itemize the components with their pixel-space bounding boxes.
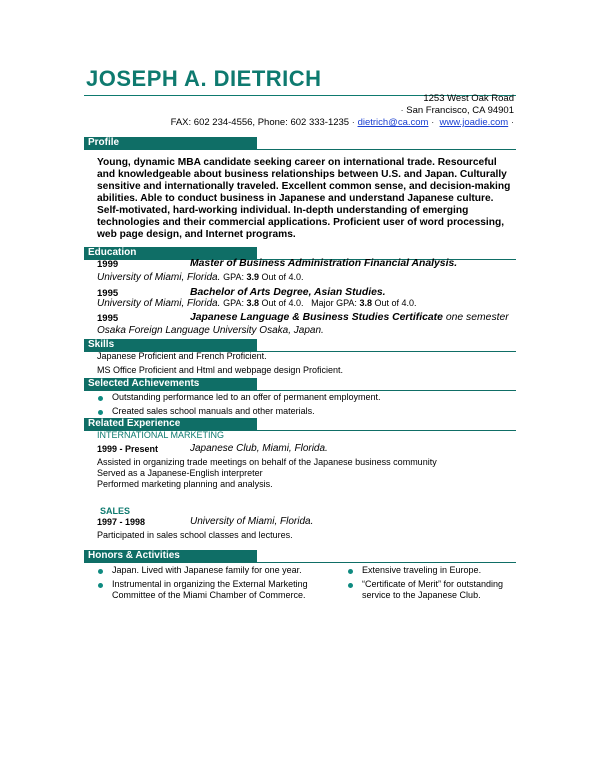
honor-item: “Certificate of Merit” for outstanding service to the Japanese Club. [362, 579, 504, 600]
school-name: University of Miami, Florida. [97, 298, 221, 309]
job-line: Assisted in organizing trade meetings on behalf of the Japanese business community [97, 457, 437, 467]
section-rule [84, 149, 516, 150]
achievement-item: Outstanding performance led to an offer of permanent employment. [112, 392, 381, 402]
honor-item: Japan. Lived with Japanese family for one year. [112, 565, 302, 575]
education-degree: Japanese Language & Business Studies Certificate one semester [190, 312, 509, 323]
job-title: INTERNATIONAL MARKETING [97, 430, 225, 440]
section-achievements: Selected Achievements [84, 378, 257, 390]
section-rule [84, 562, 516, 563]
education-degree: Bachelor of Arts Degree, Asian Studies. [190, 287, 386, 298]
bullet-separator: · [431, 117, 435, 128]
job-years: 1997 - 1998 [97, 517, 146, 527]
education-school [97, 272, 304, 283]
skill-item: MS Office Proficient and Html and webpage design Proficient. [97, 365, 343, 375]
section-rule [84, 390, 516, 391]
achievement-item: Created sales school manuals and other materials. [112, 406, 315, 416]
school-name: University of Miami, Florida. [97, 272, 221, 283]
address-city: San Francisco, CA 94901 [406, 105, 514, 116]
bullet-separator: · [400, 105, 404, 116]
website-link[interactable]: www.joadie.com [439, 117, 509, 128]
education-degree: Master of Business Administration Financial Analysis. [190, 258, 458, 269]
honor-item: Instrumental in organizing the External Marketing Committee of the Miami Chamber of Commerce. [112, 579, 308, 600]
gpa: GPA: 3.8 Out of 4.0. Major GPA: 3.8 Out of 4.0. [223, 298, 417, 308]
section-education: Education [84, 247, 257, 259]
job-place: Japanese Club, Miami, Florida. [190, 443, 328, 454]
bullet-icon [348, 583, 353, 588]
bullet-icon [348, 569, 353, 574]
honor-item: Extensive traveling in Europe. [362, 565, 482, 575]
education-year: 1995 [97, 313, 119, 324]
section-skills: Skills [84, 339, 257, 351]
job-line: Participated in sales school classes and lectures. [97, 530, 293, 540]
gpa: GPA: 3.9 Out of 4.0. [223, 272, 304, 282]
job-title: SALES [100, 506, 131, 516]
address-street: 1253 West Oak Road [423, 93, 514, 104]
bullet-separator: · [510, 117, 514, 128]
bullet-separator: · [351, 117, 355, 128]
education-year: 1999 [97, 259, 119, 270]
bullet-icon [98, 569, 103, 574]
skill-item: Japanese Proficient and French Proficient. [97, 351, 267, 361]
job-years: 1999 - Present [97, 444, 159, 454]
education-year: 1995 [97, 288, 119, 299]
bullet-icon [98, 410, 103, 415]
job-line: Served as a Japanese-English interpreter [97, 468, 263, 478]
education-school: Osaka Foreign Language University Osaka, Japan. [97, 325, 324, 336]
section-profile: Profile [84, 137, 257, 149]
address-city-line [400, 105, 514, 116]
bullet-icon [98, 396, 103, 401]
contact-line [171, 117, 514, 128]
section-honors: Honors & Activities [84, 550, 257, 562]
job-description [97, 530, 293, 541]
job-description [97, 457, 437, 490]
phone-fax: FAX: 602 234-4556, Phone: 602 333-1235 [170, 117, 350, 128]
job-place: University of Miami, Florida. [190, 516, 314, 527]
section-experience: Related Experience [84, 418, 257, 430]
education-school [97, 298, 417, 309]
email-link[interactable]: dietrich@ca.com [357, 117, 429, 128]
job-line: Performed marketing planning and analysis. [97, 479, 273, 489]
candidate-name: JOSEPH A. DIETRICH [86, 66, 322, 91]
profile-text: Young, dynamic MBA candidate seeking career on international trade. Resourceful and knowledgeable about business relationships between U.S. and Japan. Culturally sensitive and internationally traveled. Excellent common sense, and decision-making abilities. Able to conduct business in Japanese and understand Japanese culture. Self-motivated, hard-working individual. In-depth understanding of emerging technologies and their commercial applications. Proficient user of word processing, web page design, and Internet programs. [97, 157, 511, 240]
bullet-icon [98, 583, 103, 588]
